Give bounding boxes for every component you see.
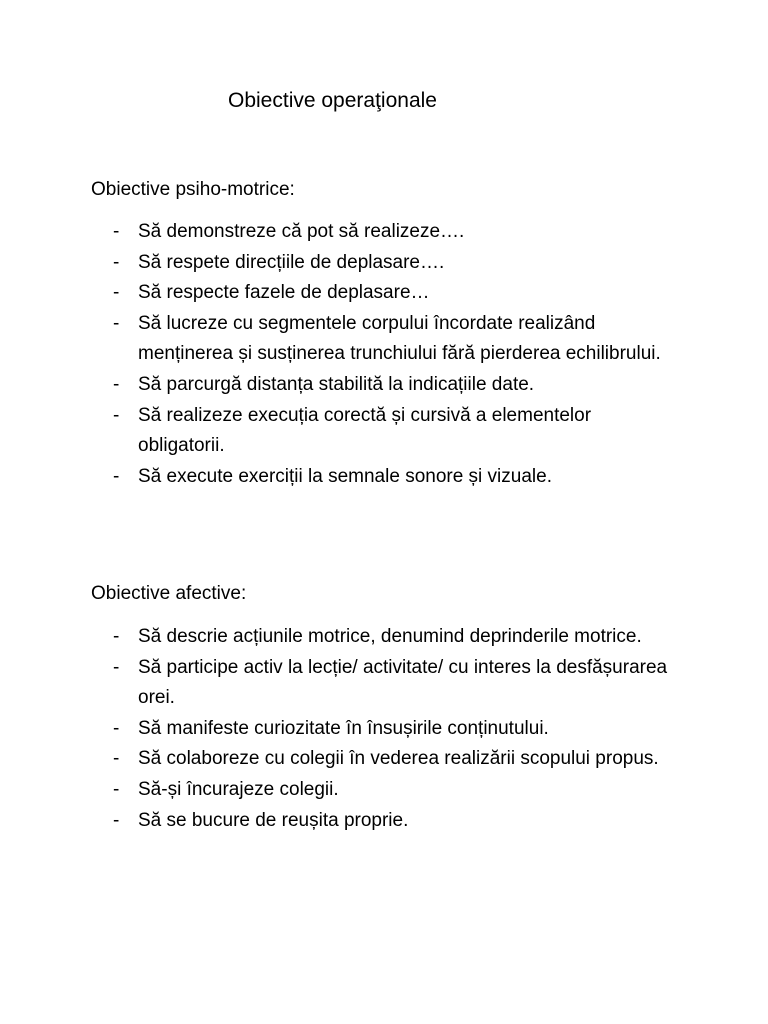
bullet-dash: -: [113, 282, 120, 304]
list-item: [113, 309, 673, 370]
bullet-dash: -: [113, 221, 120, 242]
list-item: [113, 370, 673, 401]
list-item-text: Să descrie acțiunile motrice, denumind deprinderile motrice.: [138, 626, 642, 647]
bullet-dash: -: [113, 404, 120, 426]
list-item: [113, 775, 673, 806]
list-item: [113, 462, 673, 493]
list-item: [113, 653, 673, 714]
list-item-text: Să lucreze cu segmentele corpului încordate realizând menținerea și susținerea trunchiului fără pierderea echilibrului.: [138, 312, 661, 365]
bullet-dash: -: [113, 251, 120, 273]
list-item: [113, 401, 673, 462]
list-item-text: Să parcurgă distanța stabilită la indicațiile date.: [138, 373, 535, 395]
objective-list-psiho-motrice: [113, 217, 673, 492]
list-item: [113, 278, 673, 309]
bullet-dash: -: [113, 373, 120, 395]
list-item-text: Să respete direcțiile de deplasare….: [138, 251, 445, 273]
page-title: Obiective operaţionale: [228, 89, 437, 112]
list-item: [113, 806, 673, 837]
bullet-dash: -: [113, 717, 120, 739]
list-item-text: Să-și încurajeze colegii.: [138, 778, 339, 800]
bullet-dash: -: [113, 465, 120, 487]
list-item: [113, 622, 673, 653]
list-item-text: Să respecte fazele de deplasare…: [138, 282, 430, 304]
list-item-text: Să execute exerciții la semnale sonore și vizuale.: [138, 465, 552, 487]
list-item: [113, 714, 673, 745]
list-item: [113, 217, 673, 248]
list-item-text: Să colaboreze cu colegii în vederea realizării scopului propus.: [138, 748, 659, 770]
bullet-dash: -: [113, 809, 120, 831]
list-item-text: Să manifeste curiozitate în însușirile conținutului.: [138, 717, 549, 739]
bullet-dash: -: [113, 312, 120, 334]
bullet-dash: -: [113, 656, 120, 678]
objective-list-afective: [113, 622, 673, 836]
bullet-dash: -: [113, 626, 120, 647]
section-heading-psiho-motrice: Obiective psiho-motrice:: [91, 179, 295, 200]
list-item-text: Să se bucure de reușita proprie.: [138, 809, 409, 831]
bullet-dash: -: [113, 748, 120, 770]
list-item: [113, 744, 673, 775]
bullet-dash: -: [113, 778, 120, 800]
section-heading-afective: Obiective afective:: [91, 583, 247, 604]
list-item: [113, 248, 673, 279]
list-item-text: Să realizeze execuția corectă și cursivă a elementelor obligatorii.: [138, 404, 592, 457]
list-item-text: Să participe activ la lecție/ activitate/ cu interes la desfășurarea orei.: [138, 656, 668, 709]
list-item-text: Să demonstreze că pot să realizeze….: [138, 221, 465, 242]
